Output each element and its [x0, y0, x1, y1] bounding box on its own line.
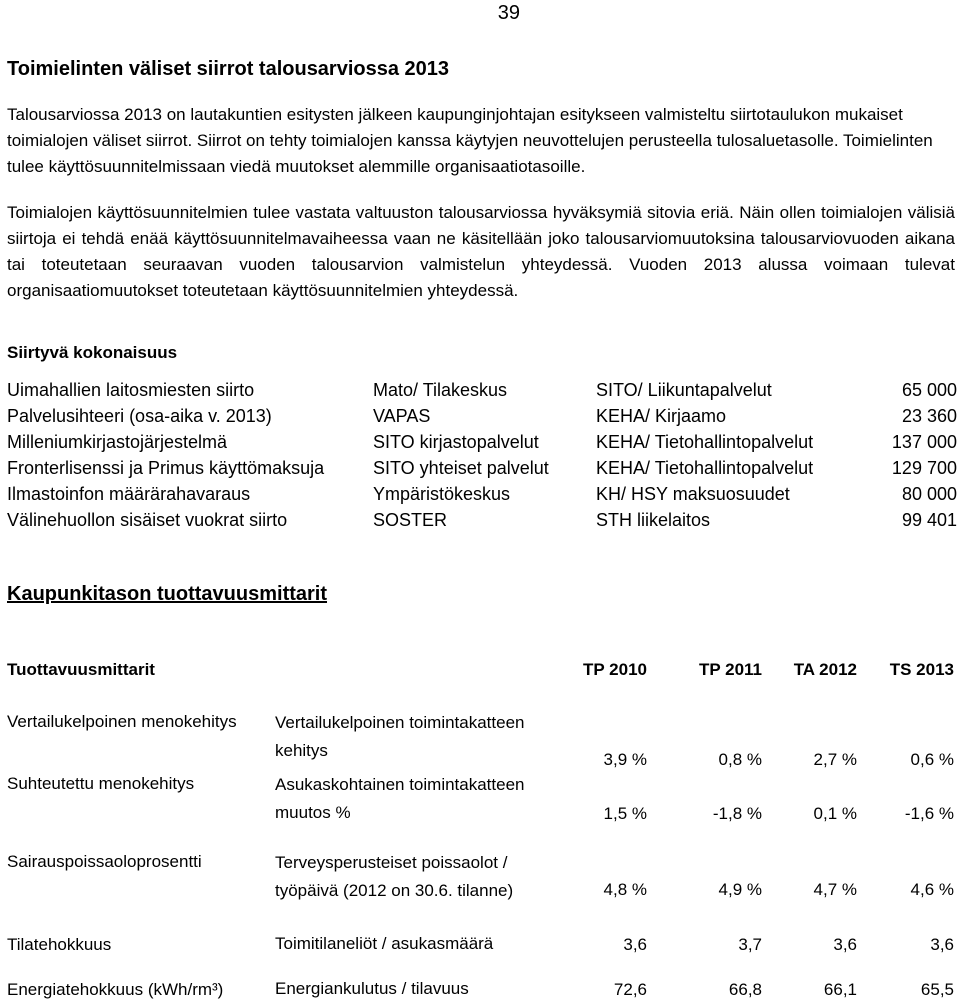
metric-value: 65,5: [920, 980, 954, 999]
metrics-header-label: Tuottavuusmittarit: [7, 660, 155, 679]
metric-value: 4,6 %: [910, 880, 954, 899]
table-row: [7, 380, 957, 406]
metric-value: 3,6: [930, 935, 954, 954]
transfer-from: SITO yhteiset palvelut: [373, 458, 549, 478]
paragraph-2: Toimialojen käyttösuunnitelmien tulee vastata valtuuston talousarviossa hyväksymiä sitovia eriä. Näin ollen toimialojen välisiä siirtoja ei tehdä enää käyttösuunnitelmavaiheessa vaan ne käsitellään joko talousarviomuutoksina talousarviovuoden aikana tai toteutetaan seuraavan vuoden talousarvion valmistelun yhteydessä. Vuoden 2013 alussa voimaan tulevat organisaatiomuutokset toteutetaan käyttösuunnitelmien yhteydessä.: [7, 203, 955, 300]
transfer-from: SITO kirjastopalvelut: [373, 432, 539, 452]
table-row: [7, 458, 957, 484]
transfer-to: STH liikelaitos: [596, 510, 711, 530]
metric-value: 4,9 %: [718, 880, 762, 899]
metric-label: Sairauspoissaoloprosentti: [7, 852, 202, 871]
metric-label: Vertailukelpoinen menokehitys: [7, 712, 237, 731]
metric-value: 3,9 %: [603, 750, 647, 769]
metric-label: Suhteutettu menokehitys: [7, 774, 195, 793]
metric-description: Terveysperusteiset poissaolot /: [275, 853, 508, 872]
column-header: TP 2010: [583, 660, 647, 679]
transfer-from: Mato/ Tilakeskus: [373, 380, 508, 400]
metric-description: Asukaskohtainen toimintakatteen: [275, 775, 525, 794]
page-title: Toimielinten väliset siirrot talousarviossa 2013: [7, 58, 450, 80]
column-header: TS 2013: [889, 660, 954, 679]
transfer-table: [7, 380, 957, 536]
transfer-to: KEHA/ Tietohallintopalvelut: [596, 432, 814, 452]
transfer-from: VAPAS: [373, 406, 431, 426]
transfer-item: Palvelusihteeri (osa-aika v. 2013): [7, 406, 272, 426]
column-header: TA 2012: [793, 660, 857, 679]
transfer-item: Milleniumkirjastojärjestelmä: [7, 432, 228, 452]
metric-description-line2: muutos %: [275, 803, 351, 822]
transfer-heading: Siirtyvä kokonaisuus: [7, 343, 178, 362]
transfer-to: KEHA/ Kirjaamo: [596, 406, 727, 426]
metric-description: Vertailukelpoinen toimintakatteen: [275, 713, 525, 732]
transfer-from: Ympäristökeskus: [373, 484, 511, 504]
metric-value: 4,8 %: [603, 880, 647, 899]
transfer-from: SOSTER: [373, 510, 448, 530]
table-row: [7, 432, 957, 458]
metric-label: Tilatehokkuus: [7, 935, 112, 954]
metric-value: 4,7 %: [813, 880, 857, 899]
metric-value: 3,7: [738, 935, 762, 954]
transfer-amount: 129 700: [891, 458, 957, 478]
metric-description: Toimitilaneliöt / asukasmäärä: [275, 934, 494, 953]
metric-description: Energiankulutus / tilavuus: [275, 979, 469, 998]
metric-value: 1,5 %: [603, 804, 647, 823]
section-title: Kaupunkitason tuottavuusmittarit: [7, 583, 328, 605]
metric-value: 2,7 %: [813, 750, 857, 769]
metric-value: -1,8 %: [712, 804, 762, 823]
metric-description-line2: työpäivä (2012 on 30.6. tilanne): [275, 881, 514, 900]
table-row: [7, 510, 957, 536]
metric-value: 0,8 %: [718, 750, 762, 769]
transfer-item: Uimahallien laitosmiesten siirto: [7, 380, 255, 400]
metric-description-line2: kehitys: [275, 741, 328, 760]
transfer-amount: 137 000: [891, 432, 957, 452]
transfer-item: Ilmastoinfon määrärahavaraus: [7, 484, 251, 504]
metric-value: 3,6: [833, 935, 857, 954]
table-row: [7, 406, 957, 432]
transfer-to: SITO/ Liikuntapalvelut: [596, 380, 772, 400]
column-header: TP 2011: [698, 660, 762, 679]
metric-value: 72,6: [613, 980, 647, 999]
transfer-amount: 65 000: [901, 380, 957, 400]
metric-label: Energiatehokkuus (kWh/rm³): [7, 980, 224, 999]
transfer-amount: 99 401: [901, 510, 957, 530]
metric-value: 66,8: [728, 980, 762, 999]
transfer-item: Fronterlisenssi ja Primus käyttömaksuja: [7, 458, 325, 478]
paragraph-1: Talousarviossa 2013 on lautakuntien esitysten jälkeen kaupunginjohtajan esitykseen valmisteltu siirtotaulukon mukaiset toimialojen väliset siirrot. Siirrot on tehty toimialojen kanssa käytyjen neuvottelujen perusteella tulosaluetasolle. Toimielinten tulee käyttösuunnitelmissaan viedä muutokset alemmille organisaatiotasoille.: [7, 105, 933, 176]
transfer-to: KH/ HSY maksuosuudet: [596, 484, 790, 504]
table-row: [7, 484, 957, 510]
metric-value: 3,6: [623, 935, 647, 954]
metric-value: 66,1: [823, 980, 857, 999]
metric-value: 0,1 %: [813, 804, 857, 823]
transfer-amount: 23 360: [901, 406, 957, 426]
metric-value: -1,6 %: [904, 804, 954, 823]
transfer-item: Välinehuollon sisäiset vuokrat siirto: [7, 510, 288, 530]
transfer-to: KEHA/ Tietohallintopalvelut: [596, 458, 814, 478]
page-number: 39: [497, 2, 520, 24]
metric-value: 0,6 %: [910, 750, 954, 769]
transfer-amount: 80 000: [901, 484, 957, 504]
